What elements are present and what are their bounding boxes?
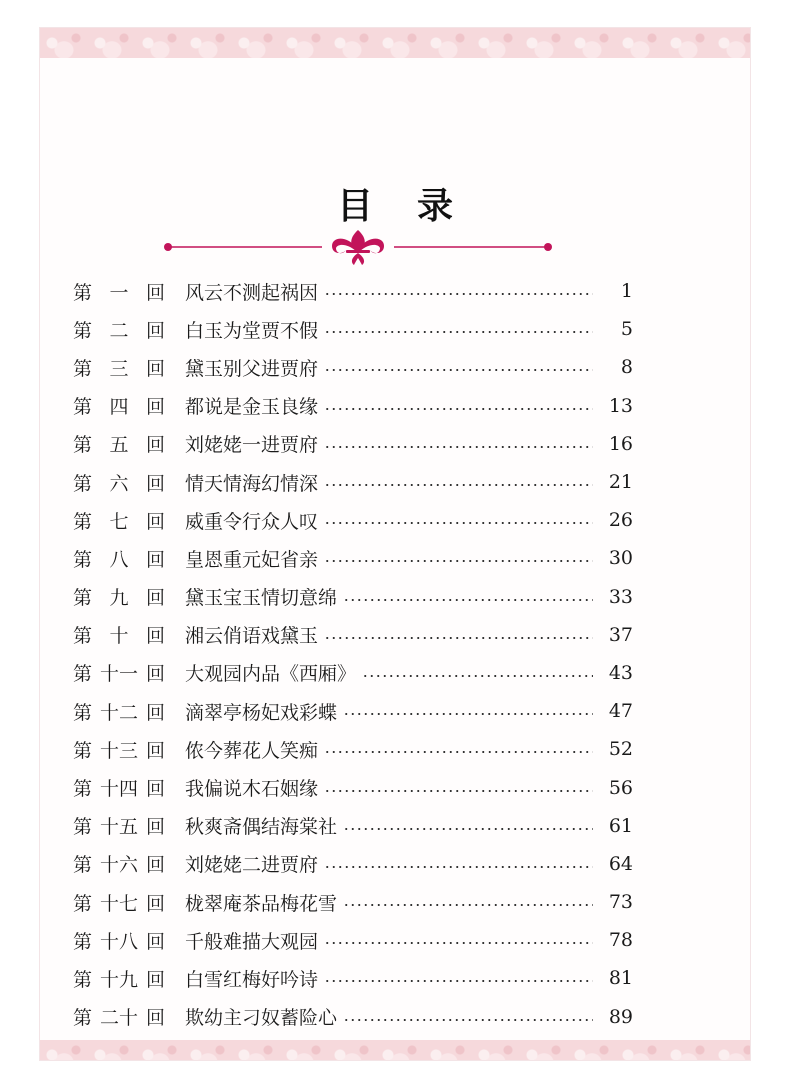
- page-number: 16: [608, 432, 633, 455]
- page-number: 47: [608, 700, 633, 723]
- chapter-number-part: 十五: [99, 816, 138, 839]
- chapter-title: 千般难描大观园: [185, 930, 319, 953]
- page-number: 5: [620, 318, 633, 341]
- page-number: 61: [608, 814, 633, 837]
- dot-leader: [324, 942, 593, 944]
- toc-entry[interactable]: [73, 348, 633, 386]
- chapter-number-part: 第: [73, 434, 93, 457]
- toc-entry[interactable]: [73, 845, 633, 883]
- page-number: 43: [608, 661, 633, 684]
- chapter-number-part: 二十: [99, 1007, 138, 1030]
- chapter-number-part: 第: [73, 357, 93, 380]
- chapter-number: [73, 889, 165, 916]
- page-number: 89: [608, 1005, 633, 1028]
- toc-entry[interactable]: [73, 807, 633, 845]
- chapter-number-part: 回: [145, 930, 165, 953]
- chapter-number: [73, 507, 165, 534]
- chapter-number-part: 第: [73, 1007, 93, 1030]
- chapter-number-part: 第: [73, 816, 93, 839]
- chapter-number: [73, 812, 165, 839]
- page-number: 56: [608, 776, 633, 799]
- dot-leader: [343, 599, 593, 601]
- chapter-number-part: 十四: [99, 778, 138, 801]
- chapter-number: [73, 545, 165, 572]
- toc-entry[interactable]: [73, 654, 633, 692]
- chapter-number-part: 三: [109, 357, 129, 380]
- chapter-title: 大观园内品《西厢》: [185, 663, 357, 686]
- page-number: 1: [620, 280, 633, 303]
- chapter-number-part: 第: [73, 778, 93, 801]
- chapter-number-part: 第: [73, 892, 93, 915]
- chapter-number: [73, 1003, 165, 1030]
- chapter-number-part: 九: [109, 587, 129, 610]
- chapter-number-part: 十九: [99, 968, 138, 991]
- chapter-title: 黛玉别父进贾府: [185, 357, 319, 380]
- toc-entry[interactable]: [73, 730, 633, 768]
- page-number: 64: [608, 852, 633, 875]
- page-number: 81: [608, 967, 633, 990]
- dot-leader: [324, 331, 593, 333]
- page-title: 目录: [336, 185, 497, 227]
- toc-entry[interactable]: [73, 883, 633, 921]
- chapter-number-part: 八: [109, 548, 129, 571]
- chapter-number-part: 回: [145, 472, 165, 495]
- chapter-number: [73, 392, 165, 419]
- chapter-number-part: 十二: [99, 701, 138, 724]
- chapter-number-part: 五: [109, 434, 129, 457]
- dot-leader: [324, 522, 593, 524]
- chapter-number-part: 第: [73, 319, 93, 342]
- toc-entry[interactable]: [73, 463, 633, 501]
- dot-leader: [324, 369, 593, 371]
- dot-leader: [324, 408, 593, 410]
- chapter-number-part: 回: [145, 701, 165, 724]
- chapter-title: 都说是金玉良缘: [185, 396, 319, 419]
- chapter-title: 欺幼主刁奴蓄险心: [185, 1007, 338, 1030]
- chapter-title: 秋爽斋偶结海棠社: [185, 816, 338, 839]
- chapter-number-part: 回: [145, 625, 165, 648]
- chapter-number-part: 十六: [99, 854, 138, 877]
- chapter-number-part: 第: [73, 968, 93, 991]
- chapter-number-part: 回: [145, 587, 165, 610]
- chapter-number-part: 回: [145, 778, 165, 801]
- page-number: 13: [608, 394, 633, 417]
- chapter-number-part: 第: [73, 281, 93, 304]
- chapter-number-part: 七: [109, 510, 129, 533]
- dot-leader: [324, 790, 593, 792]
- dot-leader: [324, 560, 593, 562]
- dot-leader: [324, 637, 593, 639]
- chapter-number: [73, 583, 165, 610]
- chapter-number-part: 第: [73, 854, 93, 877]
- chapter-number-part: 十一: [99, 663, 138, 686]
- chapter-number: [73, 850, 165, 877]
- dot-leader: [343, 1019, 593, 1021]
- toc-entry[interactable]: [73, 616, 633, 654]
- ornament-left-dot: [164, 243, 172, 251]
- page-number: 33: [608, 585, 633, 608]
- toc-entry[interactable]: [73, 578, 633, 616]
- chapter-number-part: 回: [145, 548, 165, 571]
- title-ornament: [162, 227, 554, 267]
- dot-leader: [343, 713, 593, 715]
- chapter-number-part: 十七: [99, 892, 138, 915]
- page-number: 26: [608, 509, 633, 532]
- chapter-number-part: 回: [145, 434, 165, 457]
- page-number: 37: [608, 623, 633, 646]
- chapter-title: 我偏说木石姻缘: [185, 778, 319, 801]
- page-number: 8: [620, 356, 633, 379]
- chapter-number-part: 回: [145, 892, 165, 915]
- chapter-number-part: 第: [73, 472, 93, 495]
- chapter-title: 湘云俏语戏黛玉: [185, 625, 319, 648]
- chapter-number: [73, 774, 165, 801]
- chapter-number-part: 第: [73, 701, 93, 724]
- chapter-number: [73, 659, 165, 686]
- chapter-number: [73, 927, 165, 954]
- page-number: 30: [608, 547, 633, 570]
- dot-leader: [324, 980, 593, 982]
- page-number: 78: [608, 929, 633, 952]
- page-number: 73: [608, 891, 633, 914]
- chapter-title: 威重令行众人叹: [185, 510, 319, 533]
- chapter-number-part: 第: [73, 510, 93, 533]
- book-page: [40, 28, 750, 1060]
- chapter-number-part: 第: [73, 739, 93, 762]
- toc-entry[interactable]: [73, 310, 633, 348]
- chapter-title: 滴翠亭杨妃戏彩蝶: [185, 701, 338, 724]
- chapter-number: [73, 965, 165, 992]
- chapter-number-part: 回: [145, 357, 165, 380]
- toc-entry[interactable]: [73, 425, 633, 463]
- chapter-title: 刘姥姥一进贾府: [185, 434, 319, 457]
- dot-leader: [324, 751, 593, 753]
- dot-leader: [324, 446, 593, 448]
- chapter-number-part: 回: [145, 739, 165, 762]
- chapter-number: [73, 736, 165, 763]
- chapter-title: 白玉为堂贾不假: [185, 319, 319, 342]
- chapter-number-part: 回: [145, 510, 165, 533]
- chapter-number-part: 回: [145, 816, 165, 839]
- chapter-number-part: 第: [73, 396, 93, 419]
- chapter-number-part: 回: [145, 281, 165, 304]
- dot-leader: [324, 293, 593, 295]
- bottom-decorative-border: [40, 1040, 750, 1060]
- dot-leader: [324, 866, 593, 868]
- chapter-title: 侬今葬花人笑痴: [185, 739, 319, 762]
- chapter-number-part: 回: [145, 396, 165, 419]
- dot-leader: [343, 828, 593, 830]
- top-decorative-border: [40, 28, 750, 58]
- chapter-title: 刘姥姥二进贾府: [185, 854, 319, 877]
- chapter-title: 白雪红梅好吟诗: [185, 968, 319, 991]
- chapter-number: [73, 621, 165, 648]
- chapter-title: 皇恩重元妃省亲: [185, 548, 319, 571]
- chapter-number: [73, 698, 165, 725]
- chapter-number-part: 十八: [99, 930, 138, 953]
- chapter-number-part: 回: [145, 663, 165, 686]
- dot-leader: [362, 675, 593, 677]
- page-number: 52: [608, 738, 633, 761]
- chapter-number-part: 一: [109, 281, 129, 304]
- toc-entry[interactable]: [73, 768, 633, 806]
- chapter-number-part: 六: [109, 472, 129, 495]
- toc-entry[interactable]: [73, 539, 633, 577]
- chapter-number: [73, 469, 165, 496]
- chapter-number-part: 十: [109, 625, 129, 648]
- chapter-number-part: 回: [145, 319, 165, 342]
- chapter-number-part: 十三: [99, 739, 138, 762]
- chapter-title: 风云不测起祸因: [185, 281, 319, 304]
- chapter-number-part: 回: [145, 968, 165, 991]
- dot-leader: [343, 904, 593, 906]
- chapter-number-part: 第: [73, 548, 93, 571]
- page-number: 21: [608, 471, 633, 494]
- chapter-title: 栊翠庵茶品梅花雪: [185, 892, 338, 915]
- toc-entry[interactable]: [73, 387, 633, 425]
- chapter-title: 情天情海幻情深: [185, 472, 319, 495]
- chapter-number-part: 第: [73, 930, 93, 953]
- toc-entry[interactable]: [73, 501, 633, 539]
- chapter-number-part: 回: [145, 1007, 165, 1030]
- chapter-title: 黛玉宝玉情切意绵: [185, 587, 338, 610]
- dot-leader: [324, 484, 593, 486]
- chapter-number: [73, 278, 165, 305]
- chapter-number-part: 第: [73, 587, 93, 610]
- chapter-number: [73, 354, 165, 381]
- chapter-number-part: 回: [145, 854, 165, 877]
- chapter-number: [73, 430, 165, 457]
- toc-entry[interactable]: [73, 921, 633, 959]
- chapter-number-part: 第: [73, 663, 93, 686]
- toc-entry[interactable]: [73, 959, 633, 997]
- table-of-contents: [73, 272, 633, 1036]
- chapter-number: [73, 316, 165, 343]
- chapter-number-part: 四: [109, 396, 129, 419]
- toc-entry[interactable]: [73, 272, 633, 310]
- toc-entry[interactable]: [73, 998, 633, 1036]
- chapter-number-part: 第: [73, 625, 93, 648]
- ornament-right-dot: [544, 243, 552, 251]
- toc-entry[interactable]: [73, 692, 633, 730]
- fleur-de-lis-icon: [332, 230, 384, 265]
- chapter-number-part: 二: [109, 319, 129, 342]
